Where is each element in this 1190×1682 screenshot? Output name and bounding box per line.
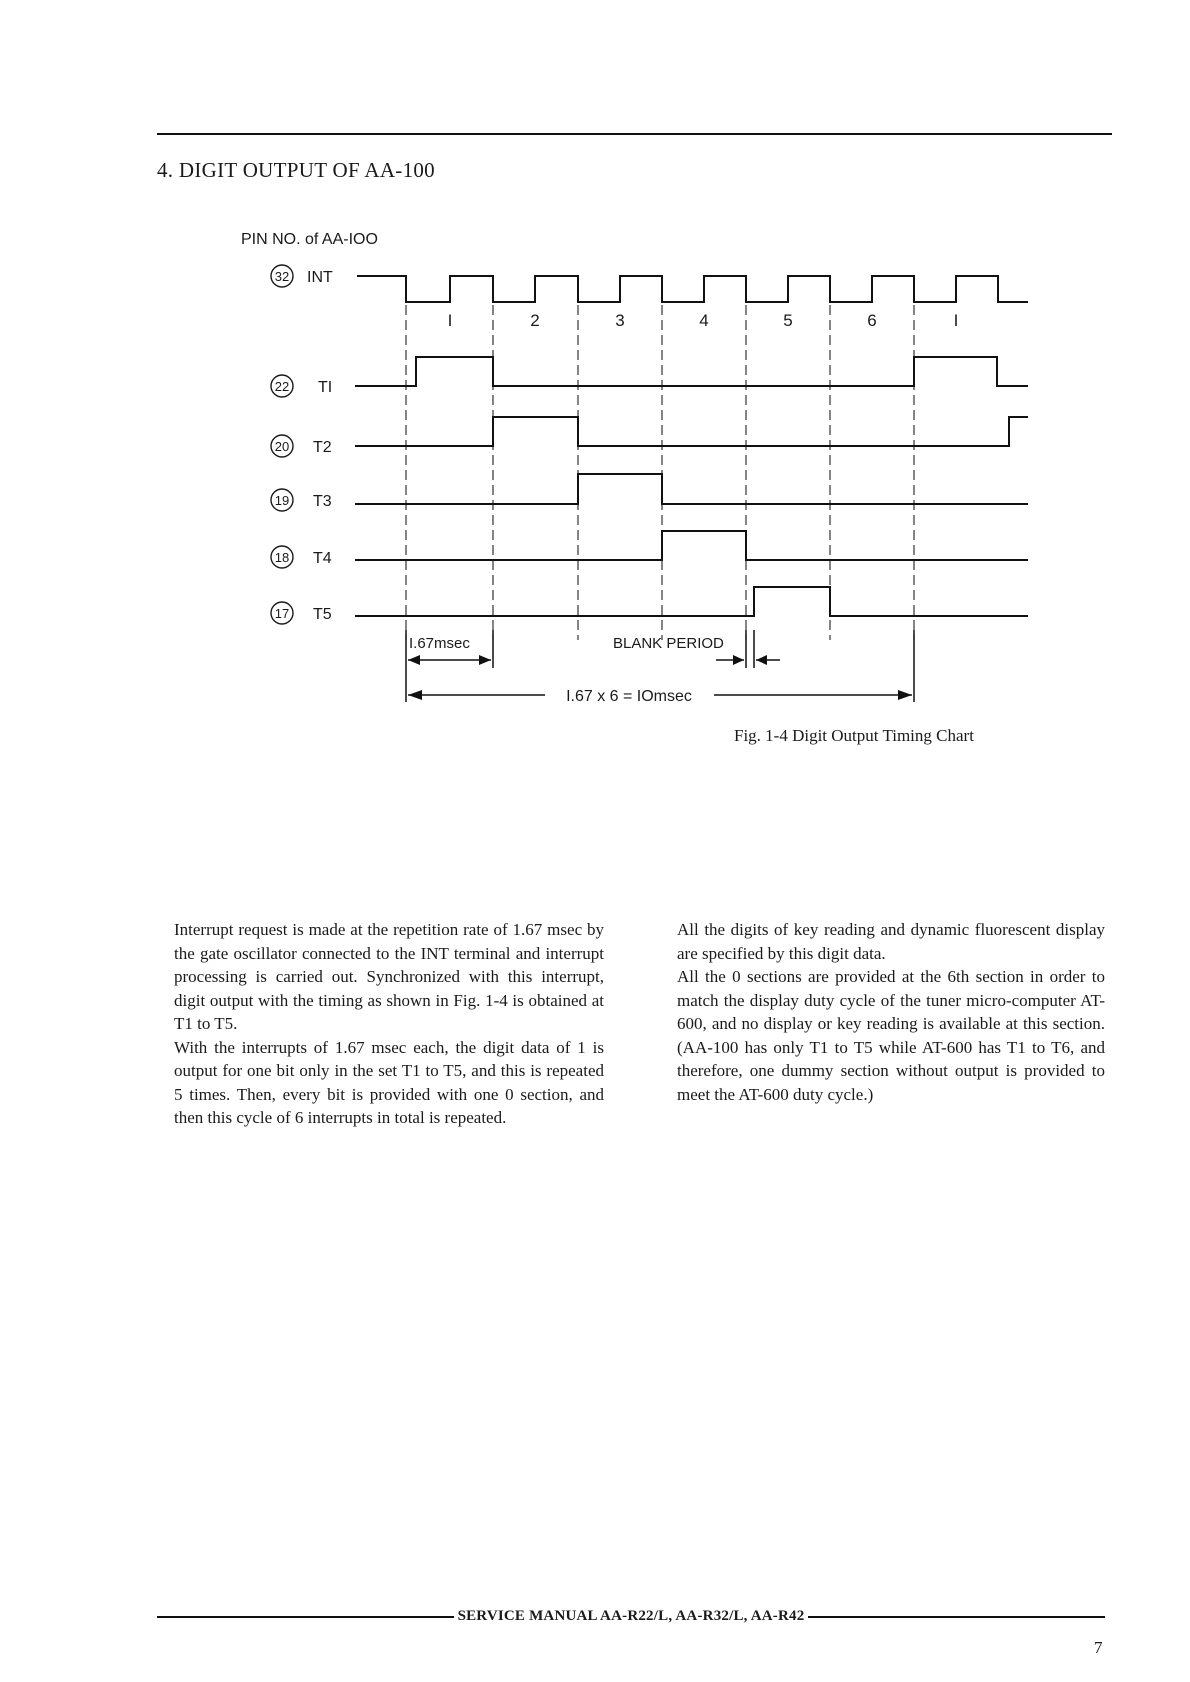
arrowhead	[733, 655, 744, 665]
timing-chart	[0, 0, 1190, 760]
footer	[157, 1608, 1105, 1625]
pin-number: 32	[274, 269, 290, 284]
arrowhead	[479, 655, 491, 665]
arrowhead	[756, 655, 767, 665]
page-number: 7	[1094, 1638, 1103, 1657]
footer-rule-right	[808, 1616, 1105, 1618]
signal-name: T3	[313, 493, 332, 510]
pin-number: 22	[274, 379, 290, 394]
signal-name: T2	[313, 439, 332, 456]
section-number: 4	[699, 311, 709, 330]
section-number: 5	[783, 311, 793, 330]
pin-number: 19	[274, 493, 290, 508]
section-number: 6	[867, 311, 877, 330]
paragraph: With the interrupts of 1.67 msec each, the digit data of 1 is output for one bit only in the set T1 to T5, and this is repeated 5 times. Then, every bit is provided with one 0 section, and then this cycle of 6 interrupts in total is repeated.	[174, 1037, 604, 1127]
footer-title: SERVICE MANUAL AA-R22/L, AA-R32/L, AA-R42	[457, 1608, 805, 1624]
paragraph: All the digits of key reading and dynamic fluorescent display are specified by this digit data.	[677, 920, 1105, 963]
signal-name: T4	[313, 550, 332, 567]
arrowhead	[408, 690, 422, 700]
pin-number: 18	[274, 550, 290, 565]
waveform-t2	[355, 417, 1028, 446]
body-column-left	[174, 918, 604, 1130]
section-number: 3	[615, 311, 625, 330]
cycle-label: I.67 x 6 = IOmsec	[566, 688, 692, 705]
waveform-t1	[355, 357, 1028, 386]
paragraph: Interrupt request is made at the repetition rate of 1.67 msec by the gate oscillator connected to the INT terminal and interrupt processing is carried out. Synchronized with this interrupt, digit output with the timing as shown in Fig. 1-4 is obtained at T1 to T5.	[174, 920, 604, 1033]
period-label: I.67msec	[409, 635, 470, 652]
waveform-int	[357, 276, 1028, 302]
section-number: I	[447, 311, 453, 330]
pin-header: PIN NO. of AA-IOO	[241, 231, 378, 248]
paragraph: All the 0 sections are provided at the 6th section in order to match the display duty cycle of the tuner micro-computer AT-600, and no display or key reading is available at this section. (AA-100 has only T1 to T5 while AT-600 has T1 to T6, and therefore, one dummy section without output is provided to meet the AT-600 duty cycle.)	[677, 967, 1105, 1104]
arrowhead	[408, 655, 420, 665]
pin-number: 20	[274, 439, 290, 454]
arrowhead	[898, 690, 912, 700]
footer-rule-left	[157, 1616, 454, 1618]
section-number: 2	[530, 311, 540, 330]
signal-name: TI	[318, 379, 333, 396]
section-number: I	[953, 311, 959, 330]
blank-period-label: BLANK PERIOD	[613, 635, 724, 652]
pin-number: 17	[274, 606, 290, 621]
figure-caption: Fig. 1-4 Digit Output Timing Chart	[734, 726, 974, 745]
body-column-right	[677, 918, 1105, 1106]
waveform-t5	[355, 587, 1028, 616]
signal-name: T5	[313, 606, 332, 623]
section-heading: 4. DIGIT OUTPUT OF AA-100	[157, 158, 435, 182]
waveform-t3	[355, 474, 1028, 504]
signal-name: INT	[307, 269, 333, 286]
waveform-t4	[355, 531, 1028, 560]
